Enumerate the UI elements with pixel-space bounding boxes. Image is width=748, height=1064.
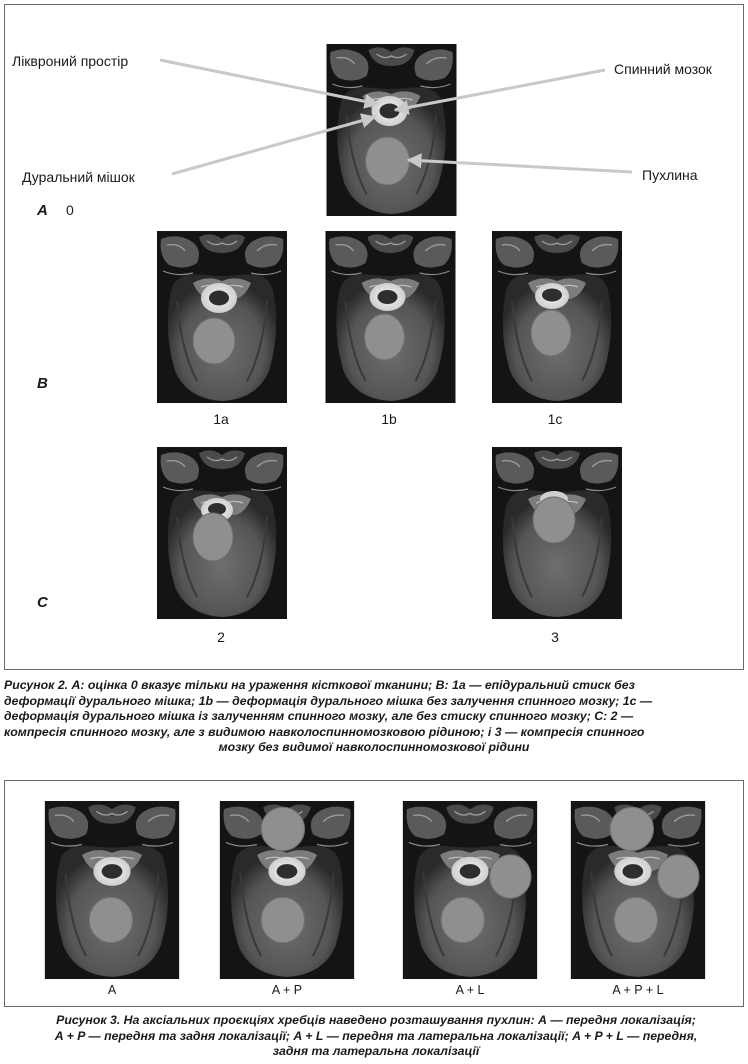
mri-panel-1a: [156, 231, 288, 403]
figure-2-caption-line-2: деформації дурального мішка; 1b — деформація дурального мішка без залучення спинного мозку; 1с —: [4, 693, 653, 708]
panel-label-a: A: [107, 983, 117, 997]
figure-3-caption-line-2: A + P — передня та задня локалізації; A + L — передня та латеральна локалізації; A + P + L — передня,: [54, 1028, 698, 1043]
figure-2-caption-line-3: деформація дурального мішка із залученням спинного мозку, але без стиску спинного мозку; С: 2 —: [4, 709, 634, 723]
row-label-b: B: [37, 375, 48, 392]
panel-label-a-l: A + L: [455, 983, 485, 997]
mri-panel-0: [325, 44, 458, 216]
figure-3-caption: [14, 1013, 738, 1060]
mri-panel-1c: [491, 231, 623, 403]
panel-label-3: 3: [551, 629, 559, 645]
figure-3-caption-line-1: Рисунок 3. На аксіальних проєкціях хребців наведено розташування пухлин: А — передня локалізація;: [56, 1013, 696, 1027]
mri-panel-a-l: [402, 801, 538, 979]
row-label-a: A: [37, 202, 48, 219]
panel-label-1c: 1c: [547, 411, 563, 427]
mri-panel-3: [491, 447, 623, 619]
mri-panel-a-p-l: [570, 801, 706, 979]
figure-2-caption-line-5: мозку без видимої навколоспинномозкової рідини: [218, 740, 530, 754]
figure-3-caption-line-3: задня та латеральна локалізації: [272, 1044, 480, 1058]
panel-label-1b: 1b: [381, 411, 397, 427]
panel-label-2: 2: [217, 629, 225, 645]
mri-panel-a-p: [219, 801, 355, 979]
row-label-c: C: [37, 594, 48, 611]
panel-label-a-p-l: A + P + L: [612, 983, 664, 997]
panel-label-0: 0: [66, 202, 74, 218]
figure-2-caption-line-1: Рисунок 2. А: оцінка 0 вказує тільки на ураження кісткової тканини; В: 1а — епідуральний стиск без: [4, 678, 635, 692]
label-dural-sac: Дуральний мішок: [22, 169, 135, 185]
mri-panel-1b: [325, 231, 456, 403]
mri-panel-a: [44, 801, 180, 979]
panel-label-1a: 1a: [213, 411, 229, 427]
label-csf-space: Ліквроний простір: [12, 53, 129, 69]
mri-panel-2: [156, 447, 288, 619]
figure-2-caption-line-4: компресія спинного мозку, але з видимою навколоспинномозковою рідиною; і 3 — компресія спинного: [4, 724, 645, 739]
label-spinal-cord: Спинний мозок: [614, 61, 712, 77]
label-tumor: Пухлина: [642, 167, 698, 183]
figure-2-caption: [4, 678, 744, 756]
panel-label-a-p: A + P: [271, 983, 303, 997]
